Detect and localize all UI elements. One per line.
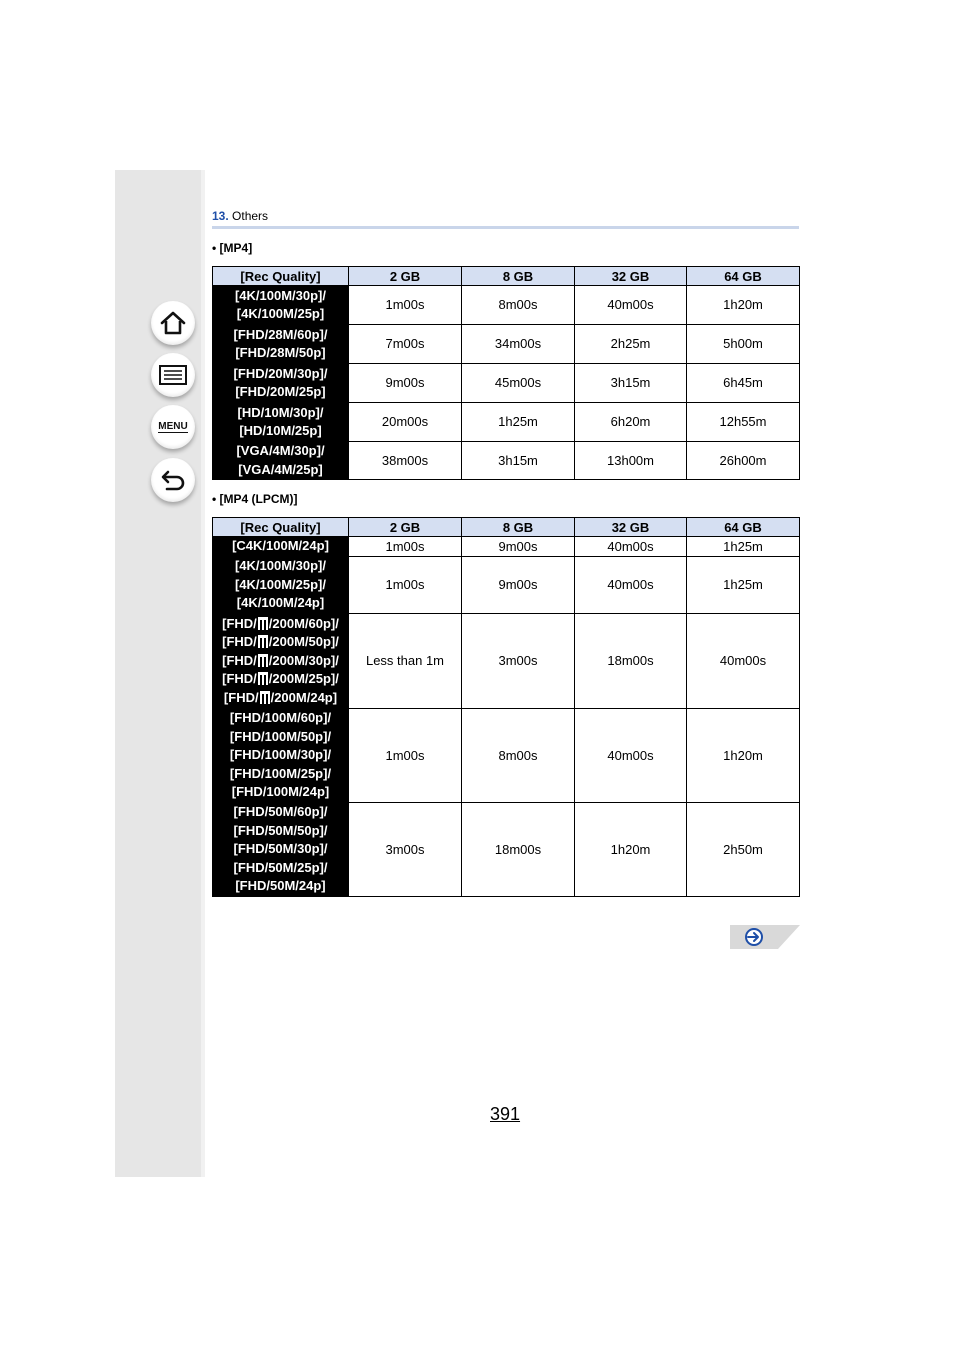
time-cell: 1m00s	[349, 557, 462, 614]
table-row	[213, 709, 800, 803]
table-row	[213, 803, 800, 897]
rec-quality-line: [FHD/50M/25p]/	[233, 859, 328, 875]
rec-quality-line: [4K/100M/25p]/	[234, 576, 327, 592]
lpcm-table	[212, 517, 800, 897]
rec-quality-line: [VGA/4M/30p]/	[236, 443, 325, 458]
page-number: 391	[490, 1104, 521, 1124]
rec-quality-line: /200M/24p]	[270, 689, 338, 705]
time-cell: 3m00s	[462, 614, 575, 709]
rec-quality-line: [VGA/4M/25p]	[238, 461, 323, 477]
column-header: 2 GB	[349, 267, 462, 286]
time-cell: 38m00s	[349, 442, 462, 480]
all-intra-icon	[258, 635, 268, 648]
time-cell: 5h00m	[687, 325, 800, 364]
time-cell: 13h00m	[575, 442, 687, 480]
time-cell: 40m00s	[687, 614, 800, 709]
time-cell: 18m00s	[575, 614, 687, 709]
rec-quality-line: [FHD/50M/60p]/	[233, 804, 328, 820]
rec-quality-line: /200M/25p]/	[268, 671, 339, 687]
table-row	[213, 537, 800, 557]
next-page-tab-shape	[730, 925, 800, 949]
rec-quality-cell	[213, 364, 349, 403]
rec-quality-line: [FHD/28M/50p]	[235, 345, 326, 360]
time-cell: 12h55m	[687, 403, 800, 442]
time-cell: 40m00s	[575, 557, 687, 614]
time-cell: 6h20m	[575, 403, 687, 442]
time-cell: 20m00s	[349, 403, 462, 442]
all-intra-icon	[258, 654, 268, 667]
rec-quality-line: [FHD/20M/25p]	[235, 384, 326, 399]
time-cell: 8m00s	[462, 286, 575, 325]
chapter-number: 13.	[212, 209, 229, 223]
table-row	[213, 442, 800, 480]
next-page-arrow-icon	[746, 929, 762, 945]
all-intra-icon	[258, 617, 268, 630]
table-header-row	[213, 518, 800, 537]
rec-quality-line: [4K/100M/25p]	[236, 306, 325, 321]
time-cell: 1h20m	[575, 803, 687, 897]
all-intra-icon	[258, 672, 268, 685]
rec-quality-line: [FHD/50M/24p]	[235, 878, 326, 894]
chapter-title: Others	[232, 209, 269, 223]
column-header: 32 GB	[575, 518, 687, 537]
time-cell: 2h25m	[575, 325, 687, 364]
time-cell: 6h45m	[687, 364, 800, 403]
time-cell: 1h20m	[687, 286, 800, 325]
time-cell: 1h20m	[687, 709, 800, 803]
time-cell: 1h25m	[462, 403, 575, 442]
next-page-button[interactable]	[730, 925, 800, 949]
time-cell: 7m00s	[349, 325, 462, 364]
rec-quality-cell	[213, 557, 349, 614]
time-cell: 9m00s	[349, 364, 462, 403]
column-header: [Rec Quality]	[213, 267, 349, 286]
column-header: 2 GB	[349, 518, 462, 537]
rec-quality-line: [FHD/50M/30p]/	[233, 841, 328, 857]
rec-quality-line: [4K/100M/24p]	[236, 595, 325, 611]
rec-quality-line: [FHD/50M/50p]/	[233, 822, 328, 838]
all-intra-icon	[260, 691, 270, 704]
rec-quality-prefix: [FHD/	[222, 634, 257, 650]
time-cell: 40m00s	[575, 537, 687, 557]
rec-quality-line: [FHD/28M/60p]/	[233, 326, 328, 342]
rec-quality-cell	[213, 709, 349, 803]
column-header: 8 GB	[462, 267, 575, 286]
rec-quality-cell	[213, 442, 349, 480]
back-button[interactable]	[151, 458, 195, 502]
table-row	[213, 614, 800, 709]
rec-quality-line: /200M/60p]/	[268, 615, 339, 631]
rec-quality-cell	[213, 614, 349, 709]
rec-quality-line: [HD/10M/25p]	[239, 423, 322, 438]
time-cell: 26h00m	[687, 442, 800, 480]
time-cell: 40m00s	[575, 286, 687, 325]
time-cell: 2h50m	[687, 803, 800, 897]
time-cell: 3h15m	[575, 364, 687, 403]
column-header: 64 GB	[687, 518, 800, 537]
mp4-table	[212, 266, 800, 480]
time-cell: 9m00s	[462, 557, 575, 614]
list-icon	[158, 363, 188, 387]
rec-quality-line: [C4K/100M/24p]	[232, 538, 329, 554]
rec-quality-cell	[213, 325, 349, 364]
rec-quality-line: [FHD/20M/30p]/	[233, 365, 328, 381]
column-header: 8 GB	[462, 518, 575, 537]
header-rule	[212, 226, 799, 229]
table-row	[213, 325, 800, 364]
back-arrow-icon	[159, 466, 187, 494]
column-header: 32 GB	[575, 267, 687, 286]
table-row	[213, 403, 800, 442]
time-cell: 1m00s	[349, 709, 462, 803]
mp4-section-title: • [MP4]	[212, 241, 253, 255]
rec-quality-line: [FHD/100M/60p]/	[229, 710, 332, 726]
table-row	[213, 364, 800, 403]
time-cell: 18m00s	[462, 803, 575, 897]
rec-quality-line: /200M/50p]/	[268, 634, 339, 650]
home-icon	[159, 309, 187, 337]
rec-quality-prefix: [FHD/	[222, 671, 257, 687]
table-row	[213, 286, 800, 325]
rec-quality-cell	[213, 286, 349, 325]
column-header: [Rec Quality]	[213, 518, 349, 537]
time-cell: 1m00s	[349, 537, 462, 557]
table-row	[213, 557, 800, 614]
contents-button[interactable]	[151, 353, 195, 397]
sidebar-edge	[201, 170, 205, 1177]
rec-quality-prefix: [FHD/	[222, 652, 257, 668]
rec-quality-line: /200M/30p]/	[268, 652, 339, 668]
rec-quality-line: [HD/10M/30p]/	[237, 404, 324, 420]
rec-quality-line: [FHD/100M/30p]/	[229, 747, 332, 763]
home-button[interactable]	[151, 301, 195, 345]
time-cell: 34m00s	[462, 325, 575, 364]
rec-quality-line: [FHD/100M/25p]/	[229, 765, 332, 781]
rec-quality-cell	[213, 537, 349, 557]
rec-quality-line: [FHD/100M/50p]/	[229, 728, 332, 744]
rec-quality-prefix: [FHD/	[222, 615, 257, 631]
time-cell: 8m00s	[462, 709, 575, 803]
time-cell: 3m00s	[349, 803, 462, 897]
menu-label: MENU	[158, 421, 188, 432]
menu-button[interactable]	[151, 405, 195, 449]
time-cell: Less than 1m	[349, 614, 462, 709]
time-cell: 1m00s	[349, 286, 462, 325]
chapter-header	[212, 209, 268, 223]
rec-quality-line: [4K/100M/30p]/	[234, 287, 327, 303]
time-cell: 3h15m	[462, 442, 575, 480]
rec-quality-cell	[213, 403, 349, 442]
rec-quality-prefix: [FHD/	[223, 689, 259, 705]
time-cell: 9m00s	[462, 537, 575, 557]
time-cell: 1h25m	[687, 537, 800, 557]
time-cell: 45m00s	[462, 364, 575, 403]
table-header-row	[213, 267, 800, 286]
column-header: 64 GB	[687, 267, 800, 286]
lpcm-section-title: • [MP4 (LPCM)]	[212, 492, 298, 506]
rec-quality-cell	[213, 803, 349, 897]
time-cell: 1h25m	[687, 557, 800, 614]
rec-quality-line: [FHD/100M/24p]	[231, 784, 330, 800]
rec-quality-line: [4K/100M/30p]/	[234, 558, 327, 574]
time-cell: 40m00s	[575, 709, 687, 803]
